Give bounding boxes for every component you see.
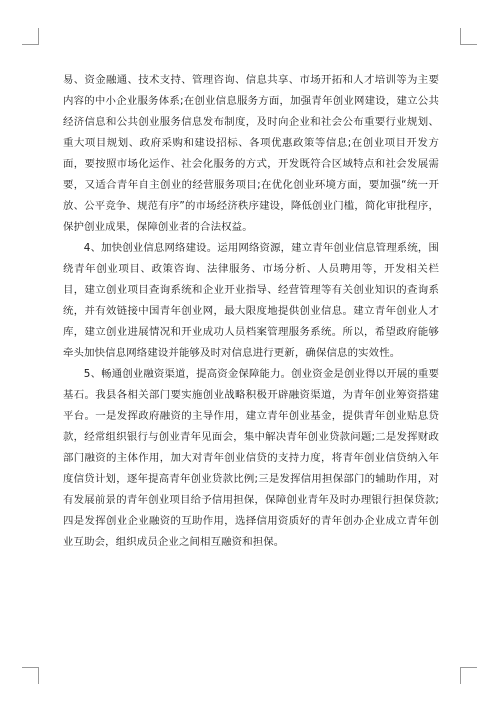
paragraph-info-network: 4、加快创业信息网络建设。运用网络资源，建立青年创业信息管理系统，围绕青年创业项目、政策咨询、法律服务、市场分析、人员聘用等，开发相关栏目，建立创业项目查询系统和企业开业指导、经营管理等有关创业知识的查询系统，并有效链接中国青年创业网，最大限度地提供创业信息。建立青年创业人才库，建立创业进展情况和开业成功人员档案管理服务系统。所以，希望政府能够牵头加快信息网络建设并能够及时对信息进行更新，确保信息的实效性。 bbox=[63, 242, 439, 359]
document-body bbox=[63, 70, 439, 553]
crop-mark-bottom-left bbox=[22, 667, 39, 684]
paragraph-continuation: 易、资金融通、技术支持、管理咨询、信息共享、市场开拓和人才培训等为主要内容的中小企业服务体系;在创业信息服务方面，加强青年创业网建设，建立公共经济信息和公共创业服务信息发布制度，及时向企业和社会公布重要行业规划、重大项目规划、政府采购和建设招标、各项优惠政策等信息;在创业项目开发方面，要按照市场化运作、社会化服务的方式，开发既符合区域特点和社会发展需要，又适合青年自主创业的经营服务项目;在优化创业环境方面，要加强“统一开放、公平竞争、规范有序”的市场经济秩序建设，降低创业门槛，简化审批程序，保护创业成果，保障创业者的合法权益。 bbox=[63, 74, 439, 233]
crop-mark-top-right bbox=[460, 28, 477, 45]
crop-mark-bottom-right bbox=[460, 667, 477, 684]
crop-mark-top-left bbox=[22, 28, 39, 45]
paragraph-financing: 5、畅通创业融资渠道，提高资金保障能力。创业资金是创业得以开展的重要基石。我县各相关部门要实施创业战略积极开辟融资渠道，为青年创业筹资搭建平台。一是发挥政府融资的主导作用，建立青年创业基金，提供青年创业贴息贷款，经常组织银行与创业青年见面会，集中解决青年创业贷款问题;二是发挥财政部门融资的主体作用，加大对青年创业信贷的支持力度，将青年创业信贷纳入年度信贷计划，逐年提高青年创业贷款比例;三是发挥信用担保部门的辅助作用，对有发展前景的青年创业项目给予信用担保，保障创业青年及时办理银行担保贷款;四是发挥创业企业融资的互助作用，选择信用资质好的青年创办企业成立青年创业互助会，组织成员企业之间相互融资和担保。 bbox=[63, 368, 439, 548]
